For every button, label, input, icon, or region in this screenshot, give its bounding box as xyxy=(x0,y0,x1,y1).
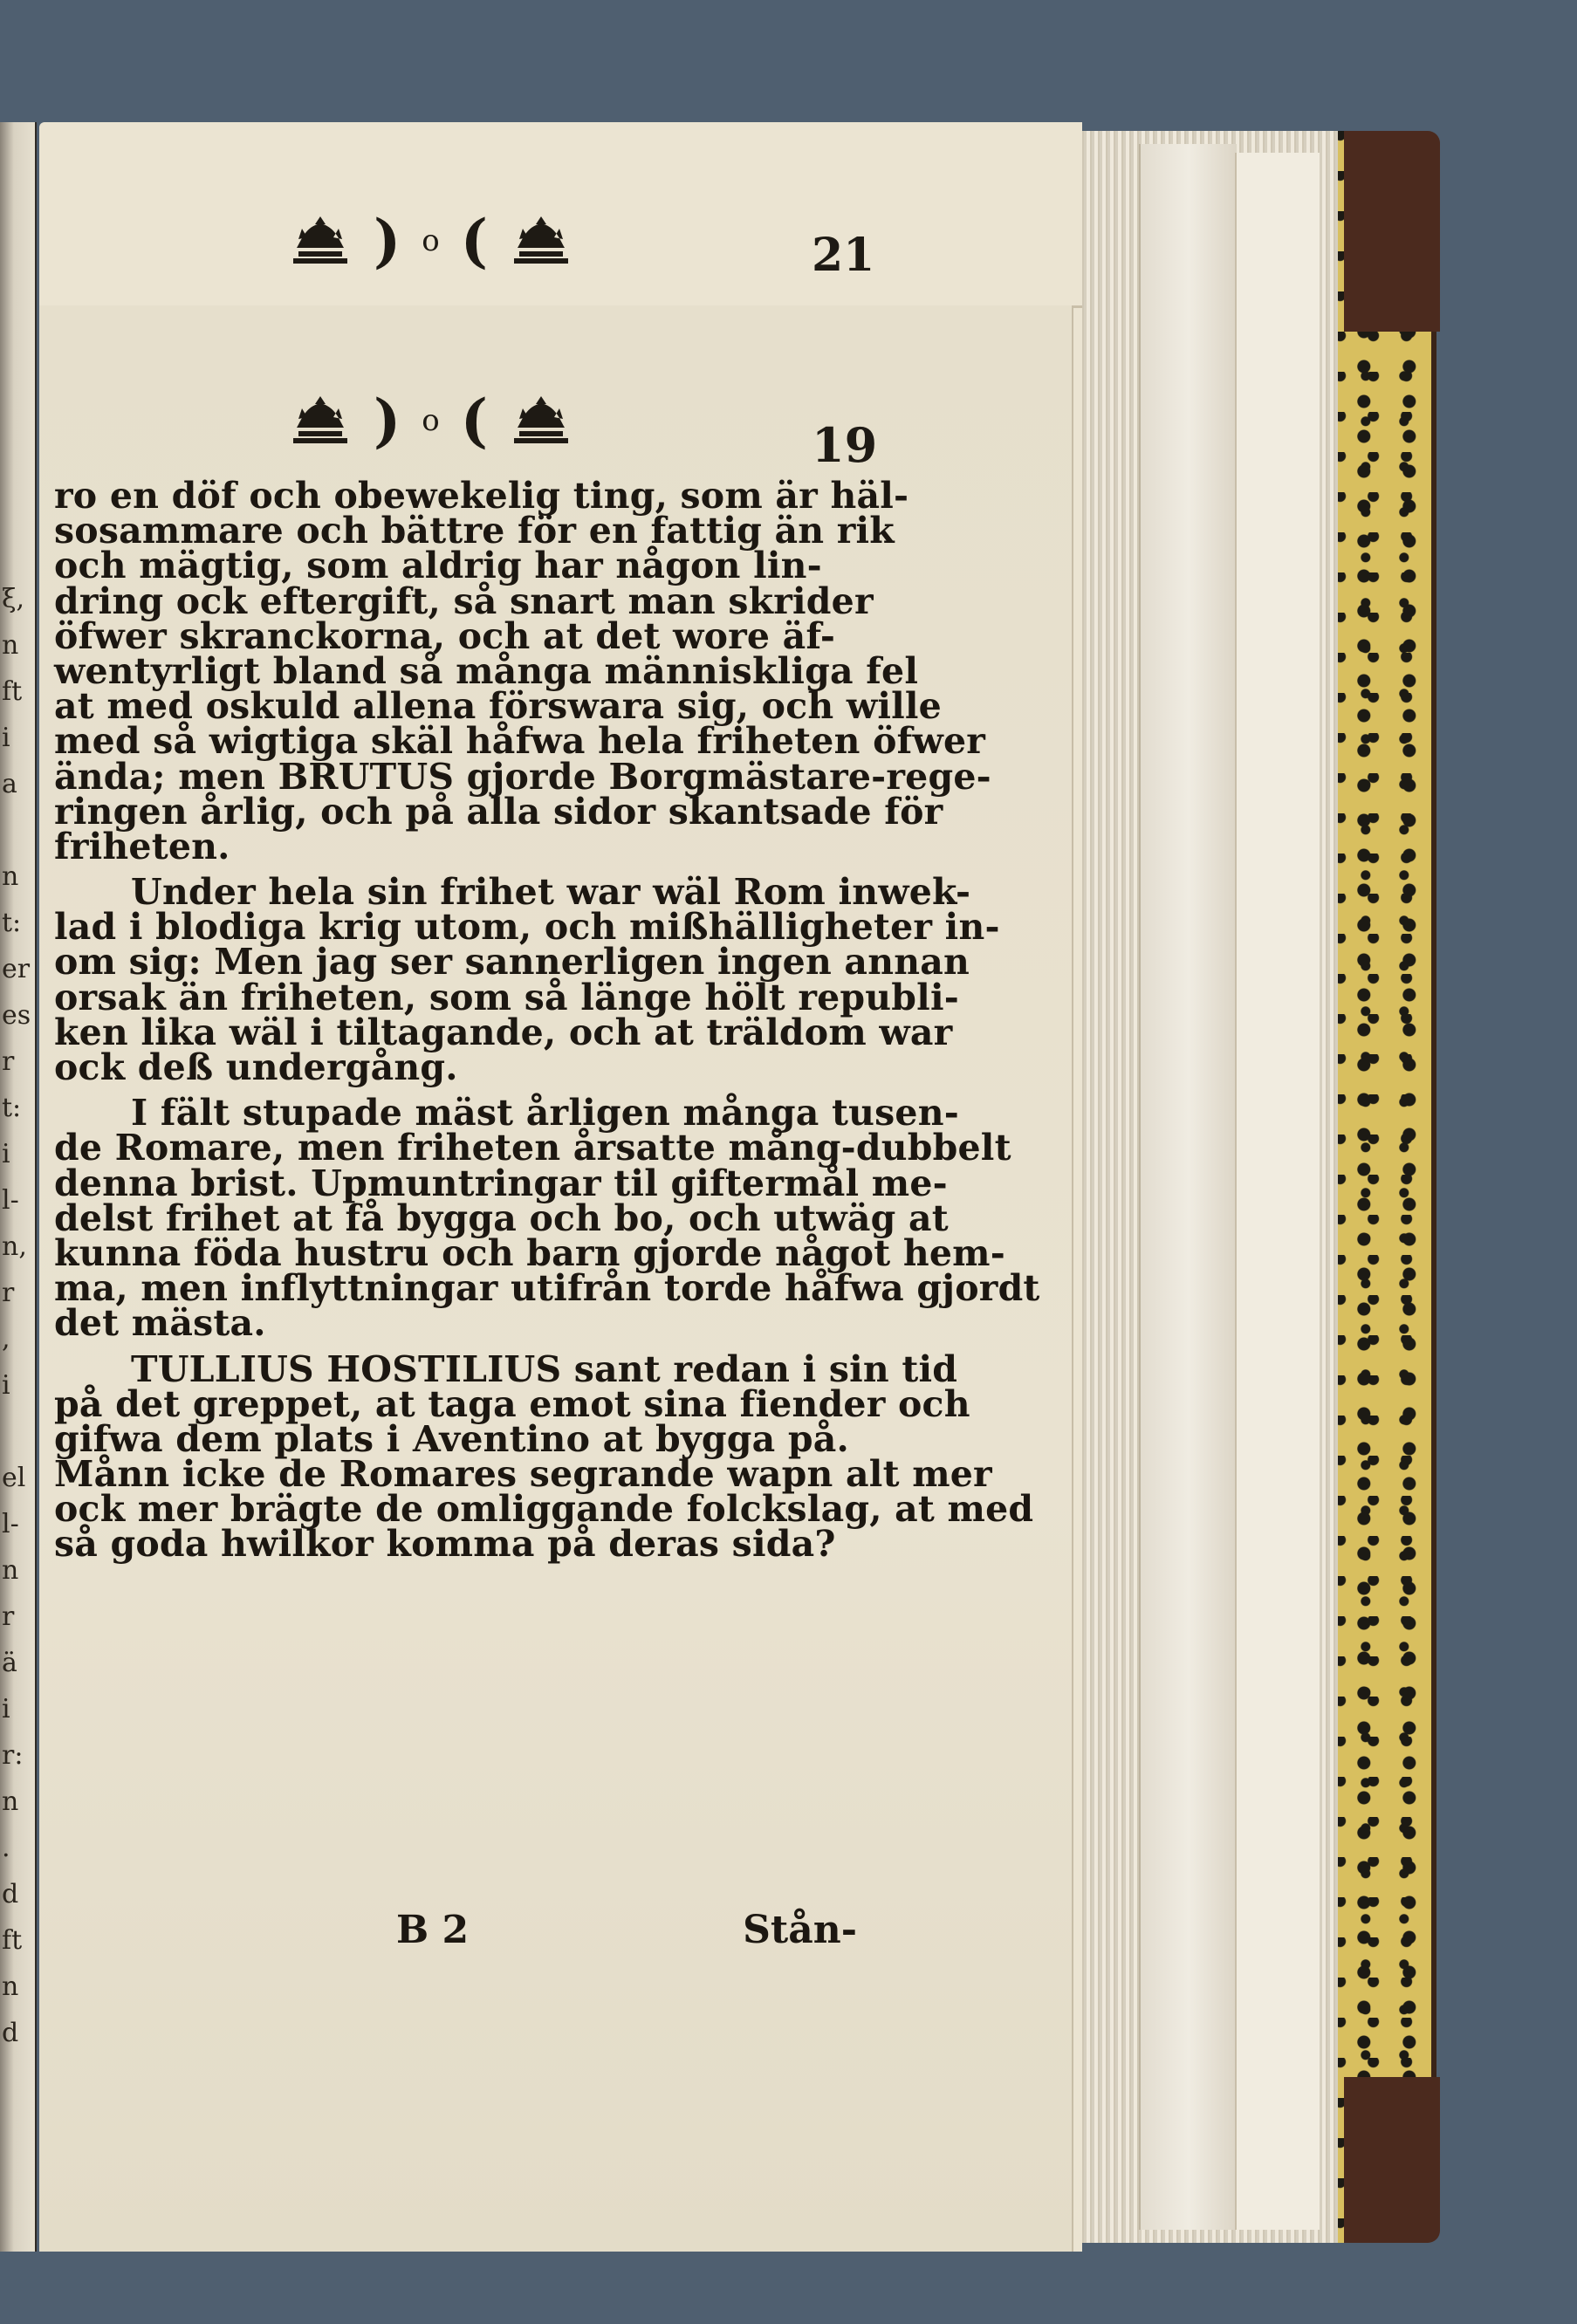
page-footer xyxy=(54,1908,857,1960)
text-line: friheten. xyxy=(54,825,230,867)
main-page-header xyxy=(288,384,899,457)
text-line: TULLIUS HOSTILIUS sant redan i sin tid xyxy=(131,1347,958,1390)
header-circle: o xyxy=(422,223,440,258)
text-line: om sig: Men jag ser sannerligen ingen annan xyxy=(54,941,970,984)
text-line: ända; men BRUTUS gjorde Borgmästare-rege- xyxy=(54,755,991,798)
cover-corner-bottom xyxy=(1344,2077,1440,2243)
text-line: ringen årlig, och på alla sidor skantsade för xyxy=(54,790,943,833)
crown-ornament-icon xyxy=(509,213,573,269)
text-line: I fält stupade mäst årligen många tusen- xyxy=(131,1092,959,1135)
header-paren-right: ( xyxy=(460,207,488,275)
text-line: och mägtig, som aldrig har någon lin- xyxy=(54,545,822,587)
text-line: ock mer brägte de omliggande folckslag, at med xyxy=(54,1488,1034,1531)
text-line: Under hela sin frihet war wäl Rom inwek- xyxy=(131,871,971,914)
left-page-edge-text: ξ, n ft i a n t: er es r t: i l- n, r , i el l- n r ä i r: n . d ft n d xyxy=(2,584,31,2048)
text-line: ma, men inflyttningar utifrån torde håfwa gjordt xyxy=(54,1267,1040,1310)
text-line: så goda hwilkor komma på deras sida? xyxy=(54,1523,836,1566)
text-line: gifwa dem plats i Aventino at bygga på. xyxy=(54,1417,849,1460)
crown-ornament-icon xyxy=(288,213,353,269)
crown-ornament-icon xyxy=(509,393,573,449)
text-line: lad i blodiga krig utom, och mißhälligheter in- xyxy=(54,906,1000,949)
catchword: Stån- xyxy=(743,1908,857,1952)
text-line: ock deß undergång. xyxy=(54,1046,458,1088)
text-line: ro en döf och obewekelig ting, som är häl- xyxy=(54,475,909,517)
left-page-edge xyxy=(0,122,37,2252)
crown-ornament-icon xyxy=(288,393,353,449)
text-line: med så wigtiga skäl håfwa hela friheten öfwer xyxy=(54,720,986,763)
cover-corner-top xyxy=(1344,131,1440,332)
page-number-19: 19 xyxy=(812,417,878,473)
text-line: wentyrligt bland så många människliga fel xyxy=(54,649,919,692)
page-number-21: 21 xyxy=(812,229,875,282)
header-paren-left: ) xyxy=(374,387,401,455)
text-line: ken lika wäl i tiltagande, och at träldom war xyxy=(54,1011,953,1053)
text-line: delst frihet at få bygga och bo, och utwäg at xyxy=(54,1196,949,1239)
header-circle: o xyxy=(422,403,440,438)
text-line: sosammare och bättre för en fattig än rik xyxy=(54,510,895,552)
text-line: de Romare, men friheten årsatte mång-dubbelt xyxy=(54,1127,1011,1169)
text-line: öfwer skranckorna, och at det wore äf- xyxy=(54,614,836,657)
header-paren-right: ( xyxy=(460,387,488,455)
text-line: på det greppet, at taga emot sina fiender och xyxy=(54,1382,970,1425)
flyleaf-inner xyxy=(1235,153,1320,2230)
text-line: denna brist. Upmuntringar til giftermål me- xyxy=(54,1162,948,1204)
text-line: orsak än friheten, som så länge hölt republi- xyxy=(54,976,959,1018)
body-text xyxy=(54,475,1040,1566)
back-page-header xyxy=(288,206,881,276)
text-line: dring ock eftergift, så snart man skrider xyxy=(54,579,874,622)
text-line: kunna föda hustru och barn gjorde något hem- xyxy=(54,1231,1005,1274)
text-line: at med oskuld allena förswara sig, och wille xyxy=(54,685,942,728)
text-line: det mästa. xyxy=(54,1302,266,1345)
flyleaf xyxy=(1139,144,1237,2230)
header-paren-left: ) xyxy=(374,207,401,275)
signature-mark: B 2 xyxy=(396,1908,470,1952)
text-line: Månn icke de Romares segrande wapn alt mer xyxy=(54,1453,992,1496)
